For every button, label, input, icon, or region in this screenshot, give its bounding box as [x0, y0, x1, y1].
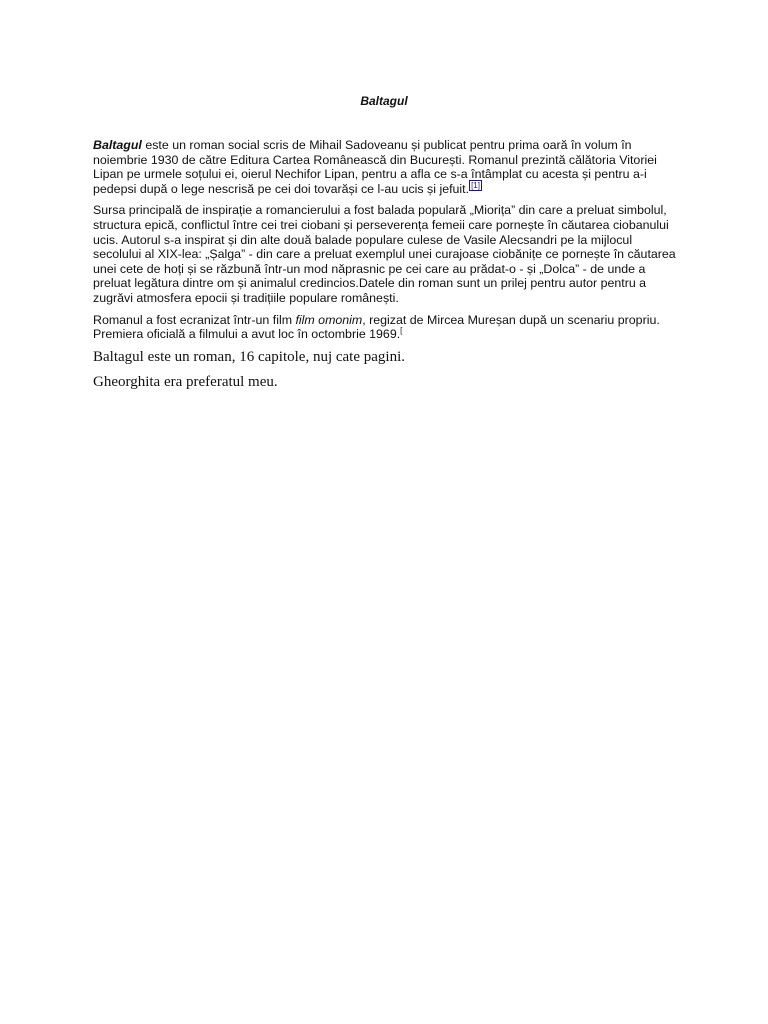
note-chapters: Baltagul este un roman, 16 capitole, nuj cate pagini. — [93, 348, 405, 365]
note-favorite: Gheorghita era preferatul meu. — [93, 373, 278, 390]
reference-link-1[interactable]: [1] — [471, 180, 480, 190]
paragraph-inspiration: Sursa principală de inspirație a romancierului a fost balada populară „Miorița” din care a preluat simbolul, structura epică, conflictul între cei trei ciobani și perseverența femeii care pornește în căutarea ciobanului ucis. Autorul s-a inspirat și din alte două balade populare culese de Vasile Alecsandri pe la mijlocul secolului al XIX-lea: „Șalga” - din care a preluat exemplul unei curajoase ciobănițe ce pornește în căutarea unei cete de hoți și se răzbună într-un mod năprasnic pe cei care au prădat-o - și „Dolca” - de unde a preluat legătura dintre om și animalul credincios.Datele din roman sunt un prilej pentru autor pentru a zugrăvi atmosfera epocii și tradițiile populare românești. — [93, 203, 676, 305]
paragraph-intro — [93, 138, 683, 196]
paragraph-film-text-after: , regizat de Mircea Mureșan după un scenariu propriu. Premiera oficială a filmului a avut loc în octombrie 1969. — [93, 312, 660, 342]
paragraph-film-text-before: Romanul a fost ecranizat într-un film — [93, 312, 296, 327]
document-title: Baltagul — [360, 94, 408, 108]
reference-bracket: [ — [400, 326, 403, 335]
document-body — [93, 138, 683, 399]
paragraph-intro-text: este un roman social scris de Mihail Sadoveanu și publicat pentru prima oară în volum în noiembrie 1930 de către Editura Cartea Românească din București. Romanul prezintă călătoria Vitoriei Lipan pe urmele soțului ei, oierul Nechifor Lipan, pentru a afla ce s-a întâmplat cu acesta și pentru a-i pedepsi după o lege nescrisă pe cei doi tovarăși ce l-au ucis și jefuit. — [93, 138, 657, 196]
paragraph-film — [93, 313, 683, 342]
paragraph-intro-lead: Baltagul — [93, 138, 142, 152]
paragraph-film-italic: film omonim — [295, 312, 363, 327]
